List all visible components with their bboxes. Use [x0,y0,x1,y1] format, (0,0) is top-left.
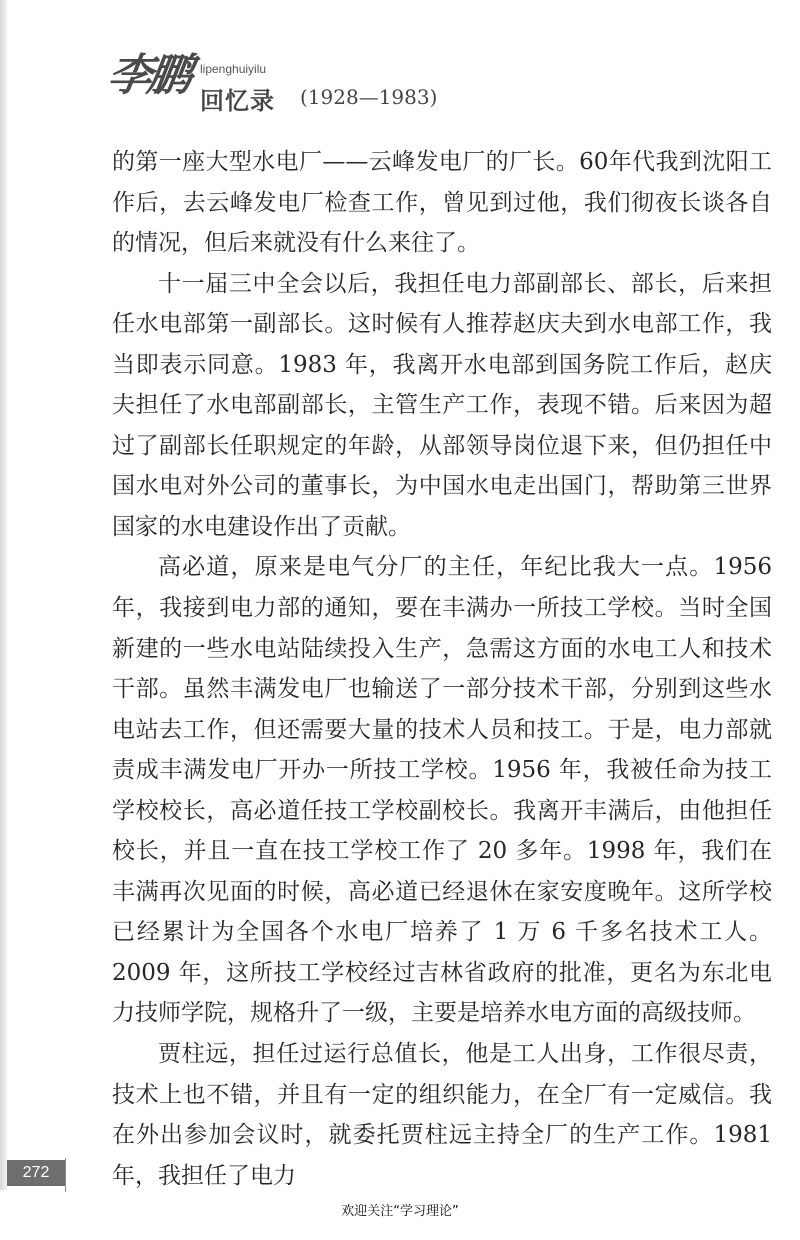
paragraph: 贾柱远，担任过运行总值长，他是工人出身，工作很尽责，技术上也不错，并且有一定的组织能力，在全厂有一定威信。我在外出参加会议时，就委托贾柱远主持全厂的生产工作。1981 年，我担任了电力 [112,1041,772,1189]
paragraph: 的第一座大型水电厂——云峰发电厂的厂长。60年代我到沈阳工作后，去云峰发电厂检查工作，曾见到过他，我们彻夜长谈各自的情况，但后来就没有什么来往了。 [112,149,772,257]
book-title: 回忆录 [200,86,275,115]
author-signature-logo: 李鹏 [104,50,192,101]
book-years: (1928—1983) [300,85,438,109]
footer-note: 欢迎关注“学习理论” [341,1204,459,1219]
page-edge [0,0,7,1190]
page-number-rule [65,1158,66,1192]
paragraph: 高必道，原来是电气分厂的主任，年纪比我大一点。1956 年，我接到电力部的通知，要在丰满办一所技工学校。当时全国新建的一些水电站陆续投入生产，急需这方面的水电工人和技术干部。虽然丰满发电厂也输送了一部分技术干部，分别到这些水电站去工作，但还需要大量的技术人员和技工。于是，电力部就责成丰满发电厂开办一所技工学校。1956 年，我被任命为技工学校校长，高必道任技工学校副校长。我离开丰满后，由他担任校长，并且一直在技工学校工作了 20 多年。1998 年，我们在丰满再次见面的时候，高必道已经退休在家安度晚年。这所学校已经累计为全国各个水电厂培养了 1 万 6 千多名技术工人。2009 年，这所技工学校经过吉林省政府的批准，更名为东北电力技师学院，规格升了一级，主要是培养水电方面的高级技师。 [112,554,772,1027]
running-header [104,50,508,115]
page-number: 272 [7,1160,65,1186]
body-text [112,142,772,1196]
paragraph: 十一届三中全会以后，我担任电力部副部长、部长，后来担任水电部第一副部长。这时候有人推荐赵庆夫到水电部工作，我当即表示同意。1983 年，我离开水电部到国务院工作后，赵庆夫担任了水电部副部长，主管生产工作，表现不错。后来因为超过了副部长任职规定的年龄，从部领导岗位退下来，但仍担任中国水电对外公司的董事长，为中国水电走出国门，帮助第三世界国家的水电建设作出了贡献。 [112,270,772,540]
header-pinyin: lipenghuiyilu [200,62,267,76]
